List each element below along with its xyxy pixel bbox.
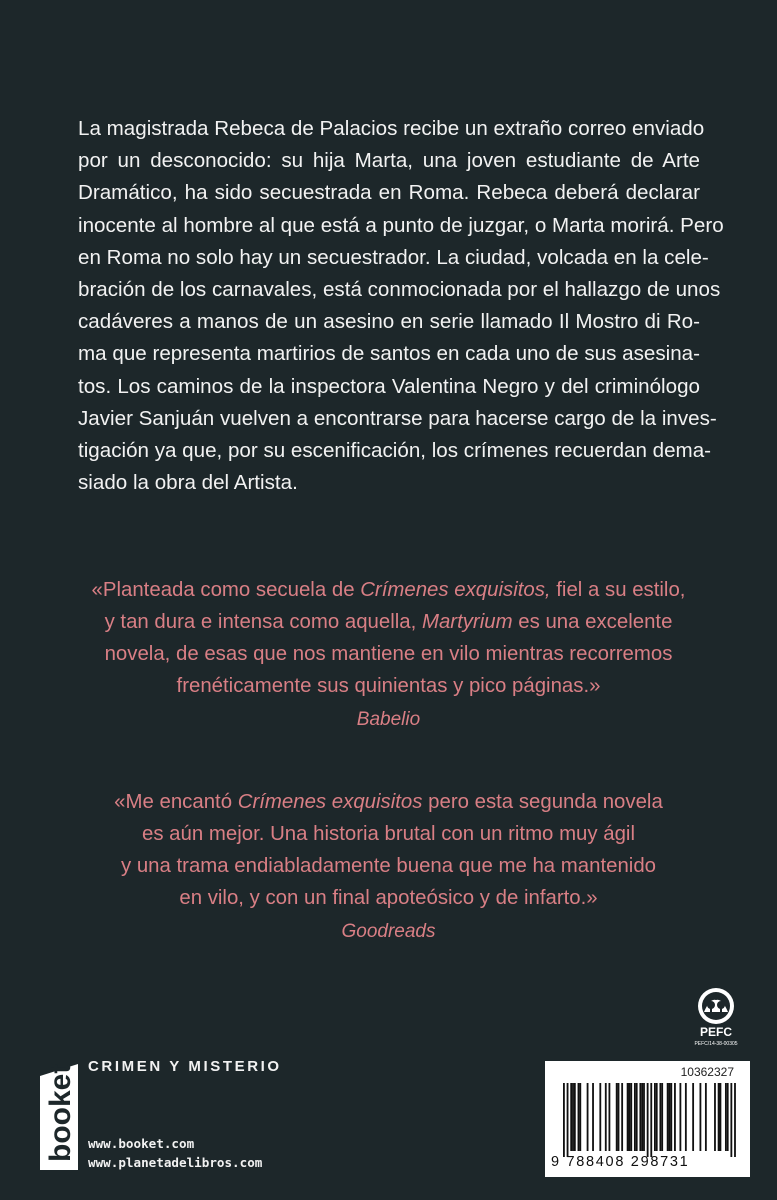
synopsis-line: siado la obra del Artista.: [78, 471, 298, 495]
barcode-bar: [639, 1083, 641, 1151]
book-title: Crímenes exquisitos,: [360, 579, 551, 601]
quote-source: Goodreads: [341, 921, 436, 942]
quote-line: [60, 574, 717, 606]
collection-label: CRIMEN Y MISTERIO: [88, 1058, 282, 1075]
barcode-bar: [730, 1083, 732, 1157]
barcode-digits: 9 788408 298731: [551, 1154, 690, 1170]
barcode-bar: [629, 1083, 631, 1151]
synopsis-line: cadáveres a manos de un asesino en serie llamado Il Mostro di Ro-: [78, 310, 700, 334]
barcode-bar: [578, 1083, 580, 1151]
barcode-bar: [630, 1083, 632, 1151]
pefc-label: PEFC: [699, 1025, 733, 1039]
synopsis-line: en Roma no solo hay un secuestrador. La ciudad, volcada en la cele-: [78, 245, 709, 269]
barcode-bar: [643, 1083, 645, 1151]
quote-line: [60, 606, 717, 638]
barcode-bar: [670, 1083, 672, 1151]
barcode: [545, 1061, 750, 1177]
review-quote-babelio: [60, 574, 717, 736]
barcode-bar: [720, 1083, 722, 1151]
barcode-bar: [563, 1083, 565, 1157]
quote-line: frenéticamente sus quinientas y pico páginas.»: [176, 675, 601, 697]
barcode-bar: [616, 1083, 618, 1151]
synopsis-line: Dramático, ha sido secuestrada en Roma. Rebeca deberá declarar: [78, 181, 700, 205]
quote-text: fiel a su estilo,: [550, 579, 686, 601]
quote-line: [60, 786, 717, 818]
quote-line: en vilo, y con un final apoteósico y de infarto.»: [179, 887, 598, 909]
book-title: Martyrium: [421, 611, 513, 633]
publisher-urls: [88, 1134, 262, 1172]
barcode-bar: [659, 1083, 661, 1151]
barcode-bar: [669, 1083, 671, 1151]
quote-line: es aún mejor. Una historia brutal con un ritmo muy ágil: [141, 823, 635, 845]
quote-text: y tan dura e intensa como aquella,: [104, 611, 422, 633]
barcode-bar: [599, 1083, 601, 1151]
synopsis-line: bración de los carnavales, está conmocionada por el hallazgo de unos: [78, 278, 721, 302]
quote-line: y una trama endiabladamente buena que me ha mantenido: [120, 855, 657, 877]
quote-text: es una excelente: [512, 611, 673, 633]
barcode-bar: [609, 1083, 611, 1151]
barcode-bar: [705, 1083, 707, 1151]
barcode-bar: [714, 1083, 716, 1151]
url-planetadelibros: www.planetadelibros.com: [88, 1155, 263, 1170]
barcode-bar: [636, 1083, 638, 1151]
barcode-bar: [656, 1083, 658, 1151]
barcode-bar: [641, 1083, 643, 1151]
barcode-bar: [634, 1083, 636, 1151]
booket-logo-icon: [36, 1058, 82, 1170]
barcode-bar: [661, 1083, 663, 1151]
barcode-bar: [692, 1083, 694, 1151]
synopsis-line: tos. Los caminos de la inspectora Valentina Negro y del criminólogo: [78, 374, 700, 398]
quote-source: Babelio: [356, 709, 421, 730]
barcode-bar: [574, 1083, 576, 1151]
book-title: Crímenes exquisitos: [237, 791, 423, 813]
pefc-logo: [690, 986, 742, 1050]
synopsis-line: inocente al hombre al que está a punto de juzgar, o Marta morirá. Pero: [78, 213, 724, 237]
barcode-bar: [605, 1083, 607, 1151]
barcode-bar: [734, 1083, 736, 1157]
barcode-bar: [685, 1083, 687, 1151]
barcode-bar: [579, 1083, 581, 1151]
barcode-bar: [725, 1083, 727, 1151]
synopsis-line: tigación ya que, por su escenificación, los crímenes recuerdan dema-: [78, 439, 712, 463]
barcode-bar: [650, 1083, 652, 1157]
quote-line: novela, de esas que nos mantiene en vilo mientras recorremos: [104, 643, 673, 665]
barcode-bar: [572, 1083, 574, 1151]
barcode-bar: [700, 1083, 702, 1151]
barcode-bar: [654, 1083, 656, 1151]
barcode-bar: [718, 1083, 720, 1151]
booket-logo: [36, 1058, 82, 1170]
review-quote-goodreads: [60, 786, 717, 948]
barcode-bar: [674, 1083, 676, 1151]
barcode-bar: [727, 1083, 729, 1151]
url-booket: www.booket.com: [88, 1136, 195, 1151]
barcode-bar: [679, 1083, 681, 1151]
synopsis-line: La magistrada Rebeca de Palacios recibe un extraño correo enviado: [78, 117, 705, 140]
synopsis-line: ma que representa martirios de santos en cada uno de sus asesina-: [78, 342, 700, 366]
barcode-bar: [647, 1083, 649, 1157]
barcode-bar: [618, 1083, 620, 1151]
barcode-bar: [621, 1083, 623, 1151]
booket-logo-text: booket: [44, 1063, 77, 1162]
pefc-code: PEFC/14-38-00305: [694, 1041, 738, 1047]
barcode-bar: [587, 1083, 589, 1151]
barcode-bar: [570, 1083, 572, 1151]
barcode-bar: [567, 1083, 569, 1157]
synopsis: [78, 113, 724, 499]
synopsis-line: por un desconocido: su hija Marta, una joven estudiante de Arte: [78, 149, 700, 173]
synopsis-line: Javier Sanjuán vuelven a encontrarse para hacerse cargo de la inves-: [78, 406, 717, 430]
quote-text: «Planteada como secuela de: [91, 579, 361, 601]
barcode-internal-code: 10362327: [680, 1065, 734, 1079]
pefc-icon: [690, 986, 742, 1050]
quote-text: pero esta segunda novela: [422, 791, 663, 813]
barcode-bar: [627, 1083, 629, 1151]
quote-text: «Me encantó: [114, 791, 238, 813]
barcode-bar: [592, 1083, 594, 1151]
barcode-bar: [667, 1083, 669, 1151]
